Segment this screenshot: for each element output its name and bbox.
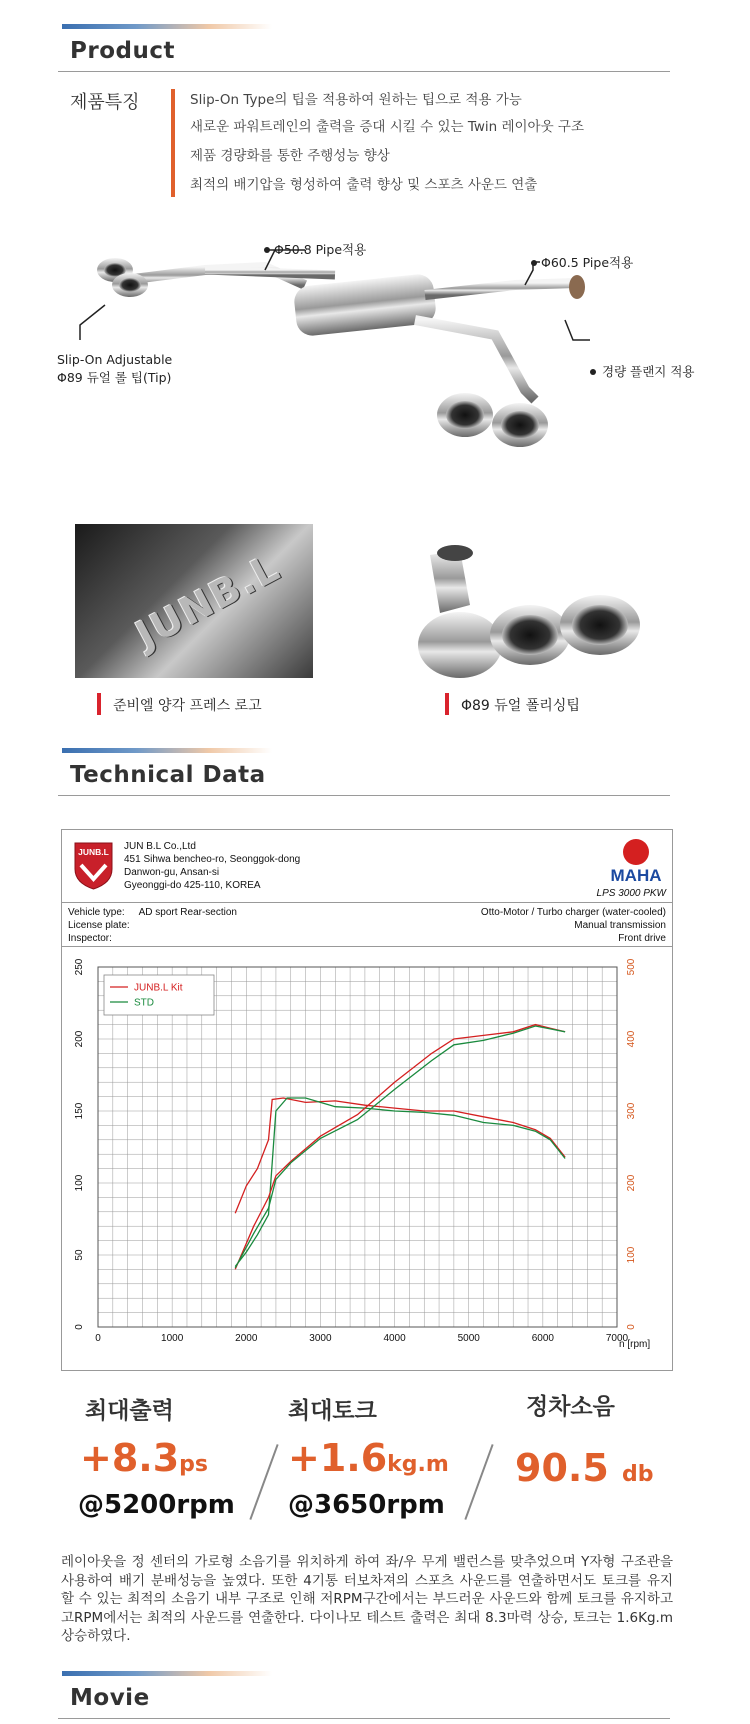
company-address (124, 840, 300, 892)
dual-tip-photo (400, 535, 660, 680)
section-title-product: Product (70, 38, 175, 64)
drive-type: Front drive (618, 933, 666, 944)
license-label: License plate: (68, 920, 130, 931)
logo-emboss-text: JUNB.L (128, 544, 288, 658)
vehicle-type: AD sport Rear-section (138, 907, 237, 918)
stat-value-power (80, 1436, 208, 1480)
y-left-tick-label: 0 (74, 1324, 85, 1330)
section-title-technical: Technical Data (70, 762, 266, 788)
callout-pipe-605: Φ60.5 Pipe적용 (541, 255, 634, 270)
feature-item: 새로운 파워트레인의 출력을 증대 시킬 수 있는 Twin 레이아웃 구조 (190, 119, 585, 135)
caption-logo: 준비엘 양각 프레스 로고 (113, 698, 262, 714)
feature-item: Slip-On Type의 팁을 적용하여 원하는 팁으로 적용 가능 (190, 92, 522, 108)
logo-emboss-photo (75, 524, 313, 678)
section-divider (58, 71, 670, 72)
legend-label: STD (134, 997, 154, 1009)
address-line: Danwon-gu, Ansan-si (124, 867, 220, 878)
inspector-label: Inspector: (68, 933, 112, 944)
x-tick-label: 6000 (531, 1333, 554, 1344)
x-tick-label: 2000 (235, 1333, 258, 1344)
stat-separator (249, 1444, 278, 1520)
y-right-tick-label: 0 (626, 1324, 637, 1330)
engine-type: Otto-Motor / Turbo charger (water-cooled) (480, 907, 666, 918)
feature-item: 제품 경량화를 통한 주행성능 향상 (190, 148, 390, 164)
maha-logo-text: MAHA (610, 866, 662, 885)
stat-unit: kg.m (387, 1452, 449, 1477)
transmission: Manual transmission (574, 920, 666, 931)
section-title-movie: Movie (70, 1685, 150, 1711)
section-accent-bar (62, 24, 272, 29)
callout-dot (531, 260, 537, 266)
vehicle-type-label: Vehicle type: (68, 907, 125, 918)
dyno-report (61, 829, 673, 1371)
legend-box (104, 975, 214, 1015)
y-left-tick-label: 150 (74, 1102, 85, 1120)
y-right-tick-label: 200 (626, 1174, 637, 1192)
stat-label-torque: 최대토크 (288, 1398, 377, 1424)
caption-tip: Φ89 듀얼 폴리싱팁 (461, 698, 580, 714)
x-tick-label: 4000 (383, 1333, 406, 1344)
x-tick-label: 7000 (605, 1333, 629, 1344)
callout-slip-on-1: Slip-On Adjustable (57, 352, 173, 367)
callout-pipe-508: Φ50.8 Pipe적용 (274, 242, 367, 257)
x-tick-label: 3000 (309, 1333, 332, 1344)
caption-accent-bar (445, 693, 449, 715)
section-accent-bar (62, 1671, 272, 1676)
section-accent-bar (62, 748, 272, 753)
header-divider (62, 902, 672, 903)
stat-value-noise (515, 1446, 654, 1490)
junbl-logo (71, 839, 116, 891)
stat-label-power: 최대출력 (85, 1398, 174, 1424)
callout-dot (264, 247, 270, 253)
y-right-tick-label: 500 (626, 958, 637, 976)
callout-dot (590, 369, 596, 375)
y-right-tick-label: 300 (626, 1102, 637, 1120)
stat-unit: ps (179, 1452, 208, 1477)
callout-flange: 경량 플랜지 적용 (602, 364, 695, 379)
callout-slip-on-2: Φ89 듀얼 롤 팁(Tip) (57, 370, 172, 385)
y-right-tick-label: 100 (626, 1246, 637, 1264)
x-axis-unit: n [rpm] (619, 1339, 651, 1350)
section-divider (58, 795, 670, 796)
description-text: 레이아웃을 정 센터의 가로형 소음기를 위치하게 하여 좌/우 무게 밸런스를 맞추었으며 Y자형 구조관을 사용하여 배기 분배성능을 높였다. 또한 4기통 터보차져의 스포츠 사운드를 연출하면서도 토크를 유지 할 수 있는 최적의 소음기 내부 구조로 인해 저RPM구간에서는 부드러운 사운드와 함께 토크를 유지하고 고RPM에서는 최적의 사운드를 연출한다. 다이나모 테스트 출력은 최대 8.3마력 상승, 토크는 1.6Kg.m 상승하였다. (61, 1554, 673, 1644)
plot-frame (98, 967, 617, 1327)
dyno-chart (62, 947, 672, 1367)
stat-rpm-torque: @3650rpm (288, 1490, 445, 1520)
caption-accent-bar (97, 693, 101, 715)
stat-value-number: +8.3 (80, 1436, 180, 1480)
stat-rpm-power: @5200rpm (78, 1490, 235, 1520)
company-name: JUN B.L Co.,Ltd (124, 841, 196, 852)
address-line: 451 Sihwa bencheo-ro, Seonggok-dong (124, 854, 301, 865)
address-line: Gyeonggi-do 425-110, KOREA (124, 880, 261, 891)
vehicle-info (68, 906, 237, 945)
features-accent-bar (171, 89, 175, 197)
stat-value-number: +1.6 (288, 1436, 388, 1480)
stat-unit: db (622, 1462, 654, 1487)
x-tick-label: 1000 (161, 1333, 184, 1344)
feature-item: 최적의 배기압을 형성하여 출력 향상 및 스포츠 사운드 연출 (190, 177, 538, 193)
junbl-logo-text: JUNB.L (78, 847, 109, 857)
y-right-tick-label: 400 (626, 1030, 637, 1048)
stat-separator (464, 1444, 493, 1520)
series-line-right-3 (235, 1026, 565, 1268)
stat-label-noise: 정차소음 (526, 1394, 615, 1420)
section-divider (58, 1718, 670, 1719)
maha-logo (607, 836, 665, 888)
series-line-left-0 (235, 1098, 565, 1213)
stat-value-torque (288, 1436, 449, 1480)
stat-value-number: 90.5 (515, 1446, 609, 1490)
maha-model: LPS 3000 PKW (596, 888, 666, 899)
legend-label: JUNB.L Kit (134, 982, 183, 994)
x-tick-label: 5000 (457, 1333, 480, 1344)
y-left-tick-label: 200 (74, 1030, 85, 1048)
y-left-tick-label: 250 (74, 958, 85, 976)
y-left-tick-label: 50 (74, 1249, 85, 1261)
engine-info (481, 906, 666, 945)
y-left-tick-label: 100 (74, 1174, 85, 1192)
x-tick-label: 0 (95, 1333, 101, 1344)
series-line-right-2 (235, 1025, 565, 1270)
features-label: 제품특징 (70, 92, 140, 113)
